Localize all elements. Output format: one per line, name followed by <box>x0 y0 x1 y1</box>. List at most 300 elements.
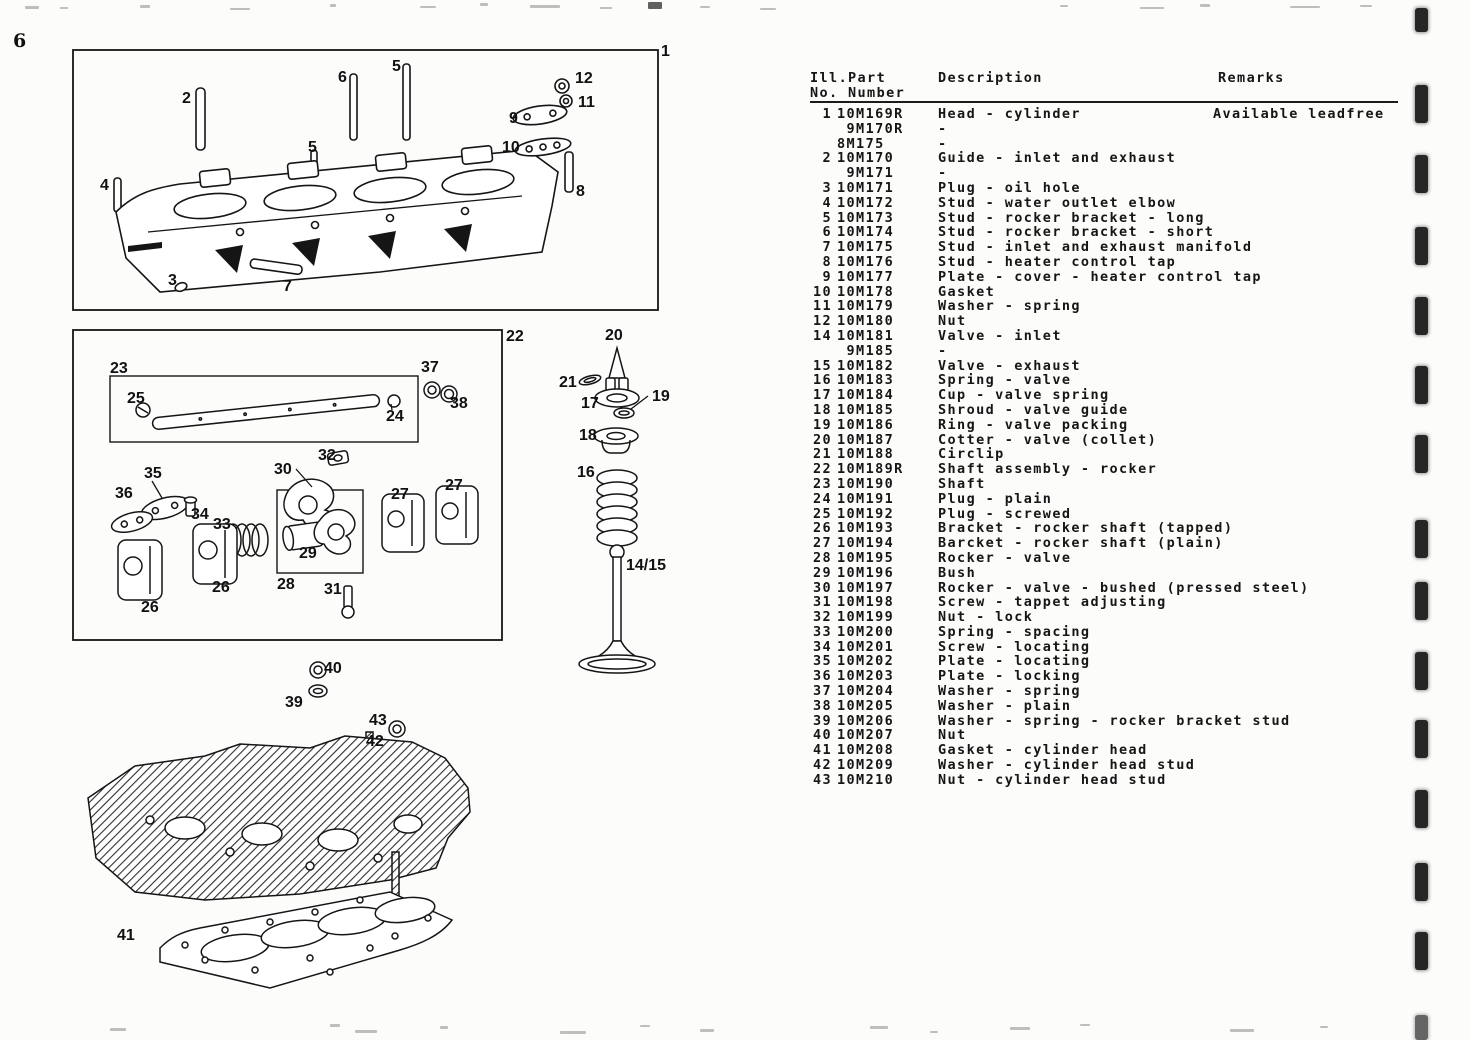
callout-label-33: 33 <box>213 516 231 533</box>
table-row <box>810 225 1405 240</box>
cell-part-number: 10M184 <box>837 387 895 404</box>
cell-ill-no: 39 <box>812 712 832 729</box>
cell-ill-no: 14 <box>812 327 832 344</box>
stud-5-long <box>403 64 410 140</box>
cell-part-number: 10M193 <box>837 520 895 537</box>
header-remarks: Remarks <box>1218 70 1285 86</box>
cell-part-number: 10M178 <box>837 283 895 300</box>
cell-description: Washer - plain <box>938 697 1072 714</box>
cell-description: Plate - locking <box>938 668 1081 685</box>
scan-noise-speck <box>700 1029 714 1032</box>
cell-part-number: 10M209 <box>837 757 895 774</box>
cell-ill-no: 10 <box>812 283 832 300</box>
parts-table <box>810 0 1405 810</box>
cell-description: Nut <box>938 727 967 744</box>
cell-ill-no: 20 <box>812 431 832 448</box>
callout-label-6: 6 <box>338 69 347 86</box>
header-description: Description <box>938 70 1043 86</box>
table-row <box>810 181 1405 196</box>
cell-remarks: Available leadfree <box>1213 106 1385 122</box>
cell-ill-no: 8 <box>822 253 832 270</box>
cell-description: Screw - locating <box>938 638 1091 655</box>
callout-label-4: 4 <box>100 177 109 194</box>
cell-description: Circlip <box>938 446 1005 463</box>
cell-part-number: 10M207 <box>837 727 895 744</box>
callout-label-17: 17 <box>581 395 599 412</box>
cell-description: Valve - exhaust <box>938 357 1081 374</box>
stud-4 <box>114 178 121 212</box>
callout-label-36: 36 <box>115 485 133 502</box>
shroud-18 <box>594 428 638 453</box>
scan-noise-speck <box>110 1028 126 1031</box>
table-row <box>810 477 1405 492</box>
cell-part-number: 10M171 <box>837 179 895 196</box>
table-row <box>810 344 1405 359</box>
scan-noise-speck <box>930 1031 938 1033</box>
table-row <box>810 255 1405 270</box>
cell-description: Stud - heater control tap <box>938 253 1177 270</box>
cell-part-number: 10M191 <box>837 490 895 507</box>
cell-part-number: 10M192 <box>837 505 895 522</box>
callout-label-28: 28 <box>277 576 295 593</box>
table-row <box>810 773 1405 788</box>
cell-ill-no: 18 <box>812 401 832 418</box>
cell-part-number: 10M189R <box>837 461 904 478</box>
callout-label-37: 37 <box>421 359 439 376</box>
cell-ill-no: 12 <box>812 313 832 330</box>
scan-noise-speck <box>330 1024 340 1027</box>
scan-noise-speck <box>640 1025 650 1027</box>
table-row <box>810 270 1405 285</box>
callout-label-1: 1 <box>661 43 670 60</box>
cell-ill-no: 4 <box>822 194 832 211</box>
table-row <box>810 403 1405 418</box>
cell-part-number: 10M202 <box>837 653 895 670</box>
washer-37 <box>424 382 440 398</box>
head-stud-lower <box>392 852 399 896</box>
callout-label-14-15: 14/15 <box>626 557 667 574</box>
rocker-shaft <box>152 394 380 430</box>
table-row <box>810 654 1405 669</box>
binding-mark <box>1415 790 1428 828</box>
table-rows <box>810 107 1405 788</box>
binding-mark <box>1415 652 1428 690</box>
table-header-rule <box>810 101 1398 103</box>
scan-noise-speck <box>25 6 39 9</box>
cell-description: Head - cylinder <box>938 106 1081 122</box>
cell-description: Washer - spring <box>938 683 1081 700</box>
cell-ill-no: 1 <box>822 106 832 122</box>
callout-label-34: 34 <box>191 506 209 523</box>
cup-17 <box>595 389 639 407</box>
cell-part-number: 10M182 <box>837 357 895 374</box>
cell-part-number: 10M176 <box>837 253 895 270</box>
cell-description: Gasket - cylinder head <box>938 742 1148 759</box>
cell-description: Stud - inlet and exhaust manifold <box>938 239 1253 256</box>
cell-ill-no: 24 <box>812 490 832 507</box>
table-row <box>810 699 1405 714</box>
cell-ill-no: 22 <box>812 461 832 478</box>
scan-noise-speck <box>648 2 662 9</box>
binding-mark <box>1415 520 1428 558</box>
cell-part-number: 10M175 <box>837 239 895 256</box>
callout-label-23: 23 <box>110 360 128 377</box>
callout-label-22: 22 <box>506 328 524 345</box>
cell-ill-no: 19 <box>812 416 832 433</box>
cell-part-number: 10M181 <box>837 327 895 344</box>
cell-part-number: 10M199 <box>837 609 895 626</box>
ring-19 <box>614 408 634 418</box>
cell-description: Plate - cover - heater control tap <box>938 268 1262 285</box>
cell-part-number: 10M177 <box>837 268 895 285</box>
scan-noise-speck <box>870 1026 888 1029</box>
scan-noise-speck <box>1060 5 1068 7</box>
callout-label-7: 7 <box>283 278 292 295</box>
table-row <box>810 507 1405 522</box>
table-row <box>810 211 1405 226</box>
binding-mark <box>1415 366 1428 404</box>
cell-ill-no: 23 <box>812 475 832 492</box>
page-number: 6 <box>13 30 27 52</box>
table-row <box>810 196 1405 211</box>
cell-ill-no: 11 <box>812 298 832 315</box>
nut-12 <box>555 79 569 93</box>
scan-noise-speck <box>1010 1027 1030 1030</box>
callout-label-26: 26 <box>141 599 159 616</box>
table-row <box>810 314 1405 329</box>
table-row <box>810 447 1405 462</box>
cell-part-number: 10M186 <box>837 416 895 433</box>
table-row <box>810 492 1405 507</box>
cell-ill-no: 21 <box>812 446 832 463</box>
scan-noise-speck <box>60 7 68 9</box>
callout-label-18: 18 <box>579 427 597 444</box>
table-row <box>810 240 1405 255</box>
binding-mark <box>1415 155 1428 193</box>
binding-mark <box>1415 297 1428 335</box>
table-row <box>810 285 1405 300</box>
table-row <box>810 581 1405 596</box>
cell-ill-no: 25 <box>812 505 832 522</box>
cell-ill-no: 30 <box>812 579 832 596</box>
table-row <box>810 536 1405 551</box>
cell-part-number: 10M197 <box>837 579 895 596</box>
cell-description: Washer - spring - rocker bracket stud <box>938 712 1291 729</box>
plate-9 <box>512 102 568 127</box>
cell-ill-no: 27 <box>812 535 832 552</box>
cell-part-number: 10M204 <box>837 683 895 700</box>
callout-label-32: 32 <box>318 447 336 464</box>
callout-label-31: 31 <box>324 581 342 598</box>
cell-ill-no: 41 <box>812 742 832 759</box>
header-number: Number <box>848 85 906 101</box>
cell-description: Plug - plain <box>938 490 1053 507</box>
screw-31 <box>342 586 354 618</box>
cell-ill-no: 35 <box>812 653 832 670</box>
cell-description: Cotter - valve (collet) <box>938 431 1158 448</box>
cell-part-number: 8M175 <box>837 135 885 152</box>
table-row <box>810 566 1405 581</box>
cell-ill-no: 29 <box>812 564 832 581</box>
cell-ill-no: 7 <box>822 239 832 256</box>
callout-label-24: 24 <box>386 408 404 425</box>
cell-part-number: 10M200 <box>837 623 895 640</box>
header-part: Part <box>848 70 887 86</box>
table-row <box>810 714 1405 729</box>
cell-ill-no: 34 <box>812 638 832 655</box>
scan-noise-speck <box>600 7 612 9</box>
cell-part-number: 10M203 <box>837 668 895 685</box>
scan-noise-speck <box>1230 1029 1254 1032</box>
cell-description: Stud - rocker bracket - short <box>938 224 1215 241</box>
callout-label-40: 40 <box>324 660 342 677</box>
cell-part-number: 10M170 <box>837 150 895 167</box>
scan-noise-speck <box>1320 1026 1328 1028</box>
binding-mark <box>1415 863 1428 901</box>
cell-description: - <box>938 120 948 137</box>
cell-ill-no: 37 <box>812 683 832 700</box>
callout-label-43: 43 <box>369 712 387 729</box>
callout-label-19: 19 <box>652 388 670 405</box>
table-row <box>810 151 1405 166</box>
scan-noise-speck <box>560 1031 586 1034</box>
cell-description: Barcket - rocker shaft (plain) <box>938 535 1224 552</box>
scan-noise-speck <box>440 1026 448 1029</box>
callout-label-38: 38 <box>450 395 468 412</box>
cell-part-number: 10M194 <box>837 535 895 552</box>
spring-16 <box>597 470 637 546</box>
cell-ill-no: 17 <box>812 387 832 404</box>
cell-description: - <box>938 135 948 152</box>
bracket-26-a <box>118 540 162 600</box>
table-row <box>810 122 1405 137</box>
table-row <box>810 551 1405 566</box>
scan-noise-speck <box>330 4 336 7</box>
scan-noise-speck <box>1200 4 1210 7</box>
binding-mark <box>1415 1015 1428 1040</box>
cell-ill-no: 3 <box>822 179 832 196</box>
cell-description: Valve - inlet <box>938 327 1062 344</box>
table-row <box>810 418 1405 433</box>
callout-label-41: 41 <box>117 927 135 944</box>
callout-label-35: 35 <box>144 465 162 482</box>
table-row <box>810 388 1405 403</box>
cell-ill-no: 5 <box>822 209 832 226</box>
scan-noise-speck <box>1080 1024 1090 1026</box>
cell-description: Bush <box>938 564 977 581</box>
callout-label-29: 29 <box>299 545 317 562</box>
plate-36 <box>109 508 154 536</box>
scan-noise-speck <box>530 5 560 8</box>
callout-label-5: 5 <box>392 58 401 75</box>
cell-part-number: 10M196 <box>837 564 895 581</box>
cell-part-number: 10M185 <box>837 401 895 418</box>
cell-ill-no: 6 <box>822 224 832 241</box>
callout-label-26: 26 <box>212 579 230 596</box>
table-row <box>810 329 1405 344</box>
callout-label-39: 39 <box>285 694 303 711</box>
head-gasket-41 <box>160 892 452 988</box>
cell-part-number: 9M170R <box>837 120 904 137</box>
table-row <box>810 107 1405 122</box>
cell-description: Guide - inlet and exhaust <box>938 150 1177 167</box>
stud-8 <box>565 152 573 192</box>
callout-label-3: 3 <box>168 272 177 289</box>
scan-noise-speck <box>230 8 250 10</box>
table-row <box>810 166 1405 181</box>
header-ill: Ill. <box>810 70 849 86</box>
callout-label-30: 30 <box>274 461 292 478</box>
plug-2 <box>196 88 205 150</box>
table-row <box>810 669 1405 684</box>
scan-noise-speck <box>1360 5 1372 7</box>
callout-label-5: 5 <box>308 139 317 156</box>
washer-39 <box>309 685 327 697</box>
cell-ill-no: 38 <box>812 697 832 714</box>
cell-ill-no: 33 <box>812 623 832 640</box>
callout-label-2: 2 <box>182 90 191 107</box>
cell-description: Nut <box>938 313 967 330</box>
cell-ill-no: 15 <box>812 357 832 374</box>
cell-part-number: 10M201 <box>837 638 895 655</box>
cell-description: Shaft assembly - rocker <box>938 461 1158 478</box>
nut-43 <box>389 721 405 737</box>
cell-ill-no: 32 <box>812 609 832 626</box>
table-row <box>810 684 1405 699</box>
scan-noise-speck <box>760 8 776 10</box>
table-row <box>810 521 1405 536</box>
table-row <box>810 462 1405 477</box>
cell-ill-no: 42 <box>812 757 832 774</box>
cell-part-number: 10M208 <box>837 742 895 759</box>
cell-part-number: 10M173 <box>837 209 895 226</box>
washer-11 <box>560 95 572 107</box>
callout-label-16: 16 <box>577 464 595 481</box>
table-row <box>810 610 1405 625</box>
binding-mark <box>1415 435 1428 473</box>
cell-part-number: 10M210 <box>837 771 895 788</box>
table-row <box>810 743 1405 758</box>
stud-6 <box>350 74 357 140</box>
cell-description: Screw - tappet adjusting <box>938 594 1167 611</box>
binding-mark <box>1415 85 1428 123</box>
cell-ill-no: 31 <box>812 594 832 611</box>
cell-description: Nut - cylinder head stud <box>938 771 1167 788</box>
cell-description: Plug - oil hole <box>938 179 1081 196</box>
scan-noise-speck <box>355 1030 377 1033</box>
bracket-26-b <box>193 524 237 584</box>
cell-part-number: 10M198 <box>837 594 895 611</box>
cell-description: Nut - lock <box>938 609 1034 626</box>
cell-ill-no: 36 <box>812 668 832 685</box>
cell-ill-no: 9 <box>822 268 832 285</box>
binding-mark <box>1415 582 1428 620</box>
cell-description: Plate - locating <box>938 653 1091 670</box>
cell-part-number: 10M169R <box>837 106 904 122</box>
cell-description: Shroud - valve guide <box>938 401 1129 418</box>
scan-noise-speck <box>140 5 150 8</box>
circlip-21 <box>578 373 601 386</box>
scan-noise-speck <box>480 3 488 6</box>
bracket-27-b <box>436 486 478 544</box>
cell-description: Shaft <box>938 475 986 492</box>
cell-description: Rocker - valve - bushed (pressed steel) <box>938 579 1310 596</box>
cell-part-number: 10M180 <box>837 313 895 330</box>
cell-part-number: 10M190 <box>837 475 895 492</box>
cell-ill-no: 28 <box>812 549 832 566</box>
cell-ill-no: 43 <box>812 771 832 788</box>
callout-label-8: 8 <box>576 183 585 200</box>
binding-mark <box>1415 8 1428 32</box>
cell-part-number: 10M174 <box>837 224 895 241</box>
cell-part-number: 10M195 <box>837 549 895 566</box>
scan-noise-speck <box>420 6 436 8</box>
callout-label-27: 27 <box>391 486 409 503</box>
cell-description: Rocker - valve <box>938 549 1072 566</box>
table-row <box>810 359 1405 374</box>
table-row <box>810 433 1405 448</box>
binding-mark <box>1415 227 1428 265</box>
binding-mark <box>1415 720 1428 758</box>
binding-mark <box>1415 932 1428 970</box>
cell-description: Spring - spacing <box>938 623 1091 640</box>
cell-part-number: 10M172 <box>837 194 895 211</box>
table-row <box>810 758 1405 773</box>
cell-part-number: 10M183 <box>837 372 895 389</box>
cell-description: Stud - rocker bracket - long <box>938 209 1205 226</box>
table-row <box>810 373 1405 388</box>
cell-description: Gasket <box>938 283 996 300</box>
cell-description: Washer - spring <box>938 298 1081 315</box>
cell-part-number: 10M188 <box>837 446 895 463</box>
scan-noise-speck <box>1140 7 1164 9</box>
cell-ill-no: 16 <box>812 372 832 389</box>
plate-10 <box>514 135 572 159</box>
cell-description: Cup - valve spring <box>938 387 1110 404</box>
scan-noise-speck <box>700 6 710 8</box>
scan-noise-speck <box>1290 6 1320 8</box>
cell-description: Plug - screwed <box>938 505 1072 522</box>
plug-24 <box>388 395 400 407</box>
callout-label-25: 25 <box>127 390 145 407</box>
cell-ill-no: 2 <box>822 150 832 167</box>
cell-part-number: 10M179 <box>837 298 895 315</box>
cell-description: Spring - valve <box>938 372 1072 389</box>
cell-part-number: 9M185 <box>837 342 895 359</box>
cell-description: Bracket - rocker shaft (tapped) <box>938 520 1234 537</box>
table-row <box>810 137 1405 152</box>
cell-part-number: 9M171 <box>837 165 895 182</box>
cell-ill-no: 26 <box>812 520 832 537</box>
cell-description: - <box>938 165 948 182</box>
callout-label-27: 27 <box>445 477 463 494</box>
callout-label-10: 10 <box>502 139 520 156</box>
header-no: No. <box>810 85 839 101</box>
cell-description: Washer - cylinder head stud <box>938 757 1196 774</box>
cotter-20 <box>606 348 628 395</box>
table-row <box>810 595 1405 610</box>
table-row <box>810 299 1405 314</box>
cell-part-number: 10M205 <box>837 697 895 714</box>
cell-description: Stud - water outlet elbow <box>938 194 1177 211</box>
callout-label-20: 20 <box>605 327 623 344</box>
cell-description: Ring - valve packing <box>938 416 1129 433</box>
cell-part-number: 10M206 <box>837 712 895 729</box>
cell-description: - <box>938 342 948 359</box>
callout-label-9: 9 <box>509 110 518 127</box>
callout-label-11: 11 <box>578 94 595 111</box>
table-row <box>810 625 1405 640</box>
